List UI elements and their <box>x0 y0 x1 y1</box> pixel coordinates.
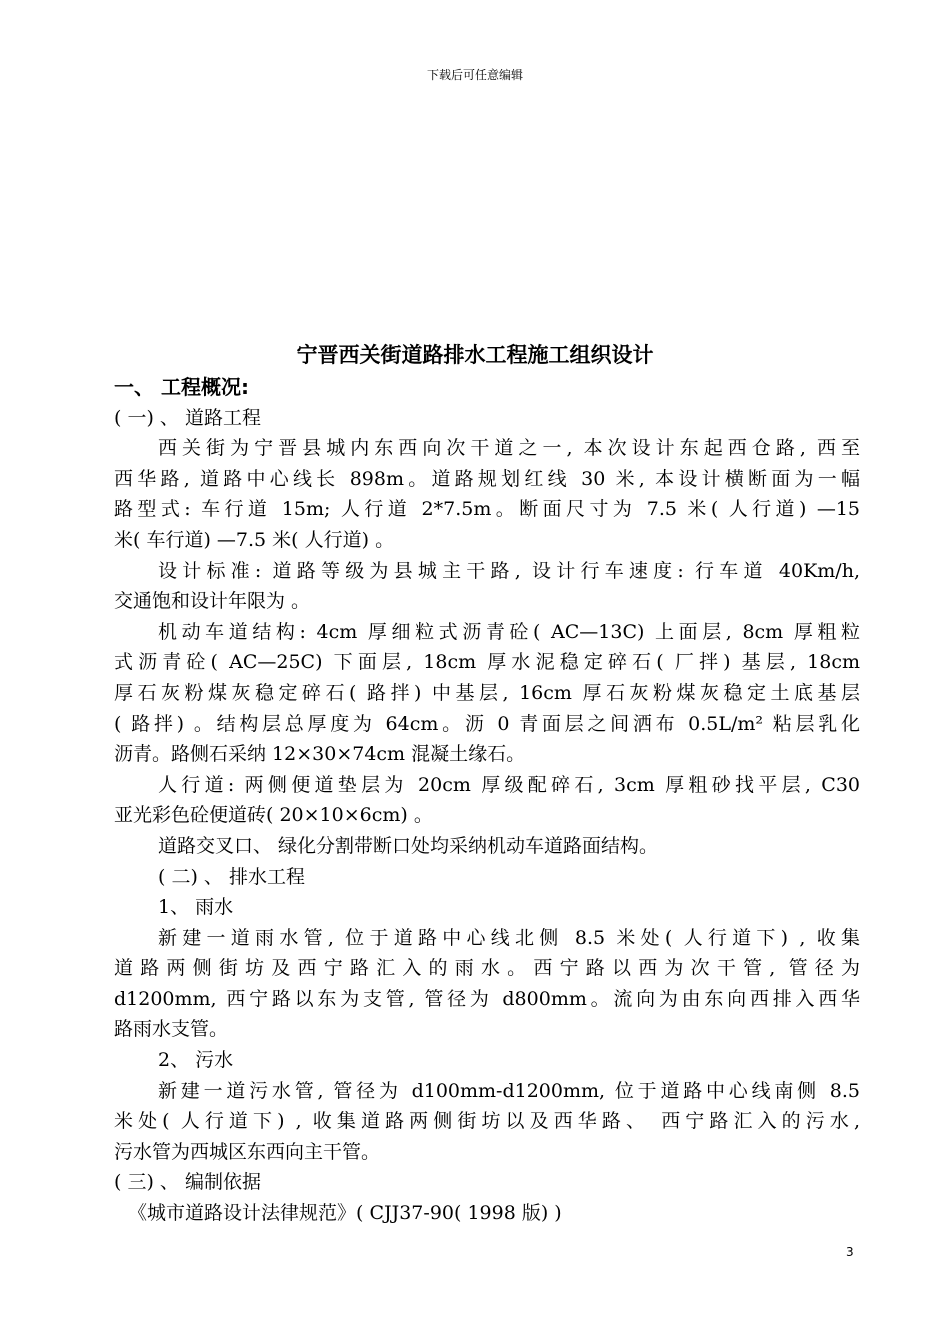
paragraph-line: 式沥青砼( AC—25C) 下面层, 18cm 厚水泥稳定碎石( 厂拌) 基层, 18cm <box>114 651 860 674</box>
subsection-heading-road: ( 一) 、 道路工程 <box>114 406 261 429</box>
subsection-heading-drainage: ( 二) 、 排水工程 <box>158 865 305 888</box>
paragraph-line: 新建一道雨水管, 位于道路中心线北侧 8.5 米处( 人行道下) , 收集 <box>158 926 860 949</box>
paragraph-line: 污水管为西城区东西向主干管。 <box>114 1140 381 1163</box>
document-title: 宁晋西关街道路排水工程施工组织设计 <box>296 343 654 367</box>
paragraph-line: 道路交叉口、 绿化分割带断口处均采纳机动车道路面结构。 <box>158 834 659 857</box>
page-number: 3 <box>846 1245 854 1259</box>
paragraph-line: 人行道: 两侧便道垫层为 20cm 厚级配碎石, 3cm 厚粗砂找平层, C30 <box>158 773 860 796</box>
paragraph-line: ( 路拌) 。结构层总厚度为 64cm。沥 0 青面层之间洒布 0.5L/m² 粘层乳化 <box>114 712 860 735</box>
document-body <box>114 372 860 1229</box>
paragraph-line: 新建一道污水管, 管径为 d100mm-d1200mm, 位于道路中心线南侧 8.5 <box>158 1079 860 1102</box>
paragraph-line: 西关街为宁晋县城内东西向次干道之一, 本次设计东起西仓路, 西至 <box>158 437 860 460</box>
paragraph-line: 沥青。路侧石采纳 12×30×74cm 混凝土缘石。 <box>114 743 526 766</box>
paragraph-line: 西华路, 道路中心线长 898m。道路规划红线 30 米, 本设计横断面为一幅 <box>114 467 860 490</box>
paragraph-line: 道路两侧街坊及西宁路汇入的雨水。西宁路以西为次干管, 管径为 <box>114 957 860 980</box>
paragraph-line: 设计标准: 道路等级为县城主干路, 设计行车速度: 行车道 40Km/h, <box>158 559 860 582</box>
reference-item: 《城市道路设计法律规范》( CJJ37-90( 1998 版) ) <box>128 1202 562 1225</box>
paragraph-line: 厚石灰粉煤灰稳定碎石( 路拌) 中基层, 16cm 厚石灰粉煤灰稳定土底基层 <box>114 681 860 704</box>
paragraph-line: 米处( 人行道下) , 收集道路两侧街坊以及西华路、 西宁路汇入的污水, <box>114 1110 860 1133</box>
paragraph-line: d1200mm, 西宁路以东为支管, 管径为 d800mm。流向为由东向西排入西华 <box>114 987 860 1010</box>
paragraph-line: 机动车道结构: 4cm 厚细粒式沥青砼( AC—13C) 上面层, 8cm 厚粗粒 <box>158 620 860 643</box>
item-heading-sewage: 2、 污水 <box>158 1049 234 1072</box>
section-heading-overview: 一、 工程概况: <box>114 375 249 399</box>
paragraph-line: 路型式: 车行道 15m; 人行道 2*7.5m。断面尺寸为 7.5 米( 人行道) —15 <box>114 498 860 521</box>
paragraph-line: 路雨水支管。 <box>114 1018 229 1041</box>
paragraph-line: 交通饱和设计年限为 。 <box>114 590 311 613</box>
subsection-heading-basis: ( 三) 、 编制依据 <box>114 1171 261 1194</box>
header-note: 下载后可任意编辑 <box>426 68 523 82</box>
paragraph-line: 米( 车行道) —7.5 米( 人行道) 。 <box>114 528 395 551</box>
item-heading-rainwater: 1、 雨水 <box>158 896 234 919</box>
paragraph-line: 亚光彩色砼便道砖( 20×10×6cm) 。 <box>114 804 433 827</box>
